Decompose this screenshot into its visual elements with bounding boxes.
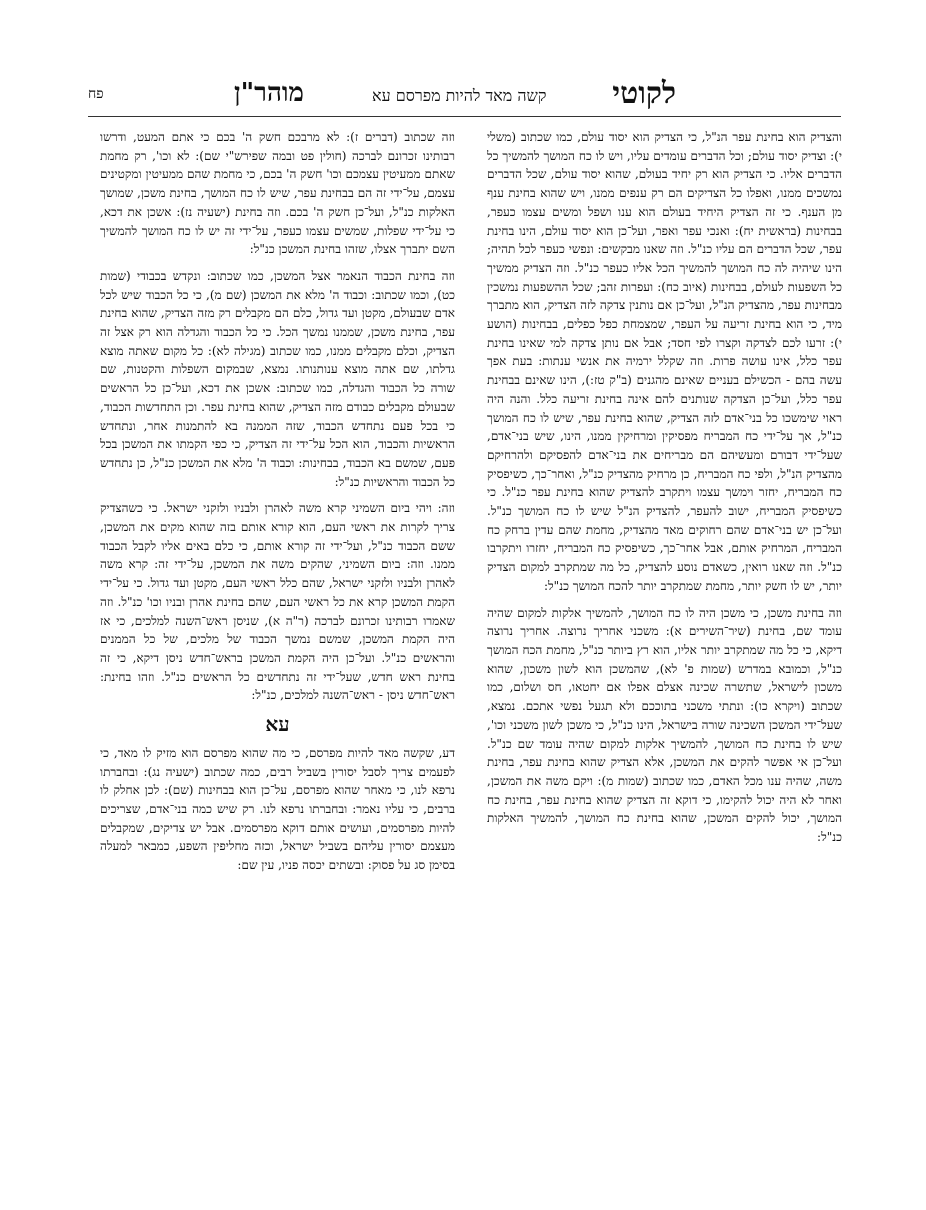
page-number: פח — [88, 86, 104, 102]
left-column — [100, 128, 455, 1178]
section-heading: עא — [265, 712, 290, 737]
header-rule — [88, 116, 841, 117]
paragraph: וזה: ויהי ביום השמיני קרא משה לאהרן ולבניו ולזקני ישראל. כי כשהצדיק צריך לקרות את ראשי העם, הוא קורא אותם בזה שהוא מקים את המשכן, ששם הכבוד כנ"ל, ועל־ידי זה קורא אותם, כי כלם באים אליו לקבל הכבוד ממנו. וזה: ביום השמיני, שהקים משה את המשכן, על־ידי זה: קרא משה לאהרן ולבניו ולזקני ישראל, שהם כלל ראשי העם, מקטן ועד גדול. כי על־ידי הקמת המשכן קרא את כל ראשי העם, שהם בחינת אהרן ובניו וכו' כנ"ל. וזה שאמרו רבותינו זכרונם לברכה (ר"ה א), שניסן ראש־השנה למלכים, כי אז היה הקמת המשכן, שמשם נמשך הכבוד של מלכים, של כל הממנים והראשים כנ"ל. ועל־כן היה הקמת המשכן בראש־חדש ניסן דיקא, כי זה בחינת ראש חדש, שעל־ידי זה נתחדשים כל הראשים כנ"ל. וזהו בחינת: ראש־חדש ניסן - ראש־השנה למלכים, כנ"ל: — [100, 501, 455, 703]
author-title: מוהר"ן — [234, 78, 304, 108]
paragraph: וזה שכתוב (דברים ז): לא מרבכם חשק ה' בכם כי אתם המעט, ודרשו רבותינו זכרונם לברכה (חולין פט ובמה שפירש"י שם): לא וכו', רק מחמת שאתם ממעיטין עצמכם וכו' חשק ה' בכם, כי מחמת שהם ממעיטין ומקטינים עצמם, על־ידי זה הם בבחינת עפר, שיש לו כח המושך, בחינת משכן, שמושך האלקות כנ"ל, ועל־כן חשק ה' בכם. וזה בחינת (ישעיה נז): אשכן את דכא, כי על־ידי שפלות, שמשים עצמו כעפר, על־ידי זה יש לו כח המושך להמשיך השם יתברך אצלו, שזהו בחינת המשכן כנ"ל: — [100, 130, 455, 257]
paragraph: דע, שקשה מאד להיות מפרסם, כי מה שהוא מפרסם הוא מזיק לו מאד, כי לפעמים צריך לסבל יסורין בשביל רבים, כמה שכתוב (ישעיה נג): ובחברתו נרפא לנו, כי מאחר שהוא מפרסם, על־כן הוא בבחינות (שם): לכן אחלק לו ברבים, כי עליו נאמר: ובחברתו נרפא לנו. רק שיש כמה בני־אדם, שצריכים להיות מפרסמים, ועושים אותם דוקא מפרסמים. אבל יש צדיקים, שמקבלים מעצמם יסורין עליהם בשביל ישראל, וכזה מחליפין השפע, כמבאר למעלה בסימן סג על פסוק: ובשתים יכסה פניו, עין שם: — [100, 745, 455, 873]
paragraph: וזה בחינת הכבוד הנאמר אצל המשכן, כמו שכתוב: ונקדש בכבודי (שמות כט), וכמו שכתוב: וכבוד ה' מלא את המשכן (שם מ), כי כל הכבוד שיש לכל אדם שבעולם, מקטן ועד גדול, כלם הם מקבלים רק מזה הצדיק, שהוא בחינת עפר, בחינת משכן, שממנו נמשך הכל. כי כל הכבוד והגדלה הוא רק אצל זה הצדיק, וכלם מקבלים ממנו, כמו שכתוב (מגילה לא): כל מקום שאתה מוצא גדלתו, שם אתה מוצא ענותנותו. נמצא, שבמקום השפלות והקטנות, שם שורה כל הכבוד והגדלה, כמו שכתוב: אשכן את דכא, ועל־כן כל הראשים שבעולם מקבלים כבודם מזה הצדיק, שהוא בחינת עפר. וכן התחדשות הכבוד, כי בכל פעם נתחדש הכבוד, שזה הממנה בא להתמנות אחר, ונתחדש הראשיות והכבוד, הוא הכל על־ידי זה הצדיק, כי כפי הקמתו את המשכן בכל פעם, שמשם בא הכבוד, בבחינות: וכבוד ה' מלא את המשכן כנ"ל, כן נתחדש כל הכבוד והראשיות כנ"ל: — [100, 268, 455, 489]
paragraph: והצדיק הוא בחינת עפר הנ"ל, כי הצדיק הוא יסוד עולם, כמו שכתוב (משלי י): וצדיק יסוד עולם; וכל הדברים עומדים עליו, ויש לו כח המושך להמשיך כל הדברים אליו. כי הצדיק הוא רק יחיד בעולם, שהוא יסוד עולם, שכל הדברים נמשכים ממנו, ואפלו כל הצדיקים הם רק ענפים ממנו, ויש שהוא בחינת ענף מן הענף. כי זה הצדיק היחיד בעולם הוא ענו ושפל ומשים עצמו כעפר, בבחינות (בראשית יח): ואנכי עפר ואפר, ועל־כן הוא יסוד עולם, הינו בחינת עפר, שכל הדברים הם עליו כנ"ל. וזה שאנו מבקשים: ונפשי כעפר לכל תהיה; הינו שיהיה לה כח המושך להמשיך הכל אליו כעפר כנ"ל. וזה הצדיק ממשיך כל השפעות לעולם, בבחינות (איוב כח): ועפרות זהב; שכל ההשפעות נמשכין מבחינות עפר, מהצדיק הנ"ל, ועל־כן אם נותנין צדקה לזה הצדיק, הוא מתברך מיד, כי הוא בחינת זריעה על העפר, שמצמחת כפל כפלים, בבחינות (הושע י): זרעו לכם לצדקה וקצרו לפי חסד; אבל אם נותן צדקה למי שאינו בחינת עפר כלל, אינו עושה פרות. וזה שקלל ירמיה את אנשי ענתות: בעת אפך עשה בהם - הכשילם בעניים שאינם מהגנים (ב"ק טז:), הינו שאינם בבחינת עפר כלל, ועל־כן הצדקה שנותנים להם אינה בחינת זריעה כלל. והנה היה ראוי שימשכו כל בני־אדם לזה הצדיק, שהוא בחינת עפר, שיש לו כח המושך כנ"ל, אך על־ידי כח המבריח מפסיקין ומרחיקין ממנו, הינו, שיש בני־אדם, שעל־ידי דבורם ומעשיהם הם מבריחים את בני־אדם להפסיקם ולהרחיקם מהצדיק הנ"ל, ולפי כח המבריח, כן מרחיק מהצדיק כנ"ל, ואחר־כך, כשיפסיק כח המבריח, יחזר וימשך עצמו ויתקרב להצדיק שהוא בחינת עפר כנ"ל. כי כשיפסיק המבריח, ישוב להעפר, להצדיק הנ"ל שיש לו כח המושך כנ"ל. ועל־כן יש בני־אדם שהם רחוקים מאד מהצדיק, מחמת שהם עדין ברחק כח המבריח, המרחיק אותם, אבל אחר־כך, כשיפסיק כח המבריח, יחזרו ויתקרבו כנ"ל. וזה שאנו רואין, כשאדם נוסע להצדיק, כל מה שמתקרב למקום הצדיק יותר, יש לו חשק יותר, מחמת שמתקרב יותר להכח המושך כנ"ל: — [487, 130, 842, 593]
section-title: קשה מאד להיות מפרסם עא — [372, 86, 547, 105]
book-title: לקוטי — [612, 76, 676, 111]
right-column — [487, 128, 842, 1178]
page-header — [0, 74, 926, 114]
paragraph: וזה בחינת משכן, כי משכן היה לו כח המושך, להמשיך אלקות למקום שהיה עומד שם, בחינת (שיר־השירים א): משכני אחריך נרוצה. אחריך נרוצה דיקא, כי כל מה שמתקרב יותר אליו, הוא רץ ביותר כנ"ל, מחמת הכח המושך כנ"ל, וכמובא במדרש (שמות פ' לא), שהמשכן הוא לשון משכון, שהוא משכון לישראל, שתשרה שכינה אצלם אפלו אם יחטאו, חס ושלום, כמו שכתוב (ויקרא כו): ונתתי משכני בתוככם ולא תגעל נפשי אתכם. נמצא, שעל־ידי המשכן השכינה שורה בישראל, הינו כנ"ל, כי משכן לשון משכני וכו', שיש לו בחינת כח המושך, להמשיך אלקות למקום שהיה עומד שם כנ"ל. ועל־כן אי אפשר להקים את המשכן, אלא הצדיק שהוא בחינת עפר, בחינת משה, שהיה ענו מכל האדם, כמו שכתוב (שמות מ): ויקם משה את המשכן, ואחר לא היה יכול להקימו, כי דוקא זה הצדיק שהוא בחינת עפר, בחינת כח המושך, יכול להקים המשכן, שהוא בחינת כח המושך, להמשיך האלקות כנ"ל: — [487, 605, 842, 845]
